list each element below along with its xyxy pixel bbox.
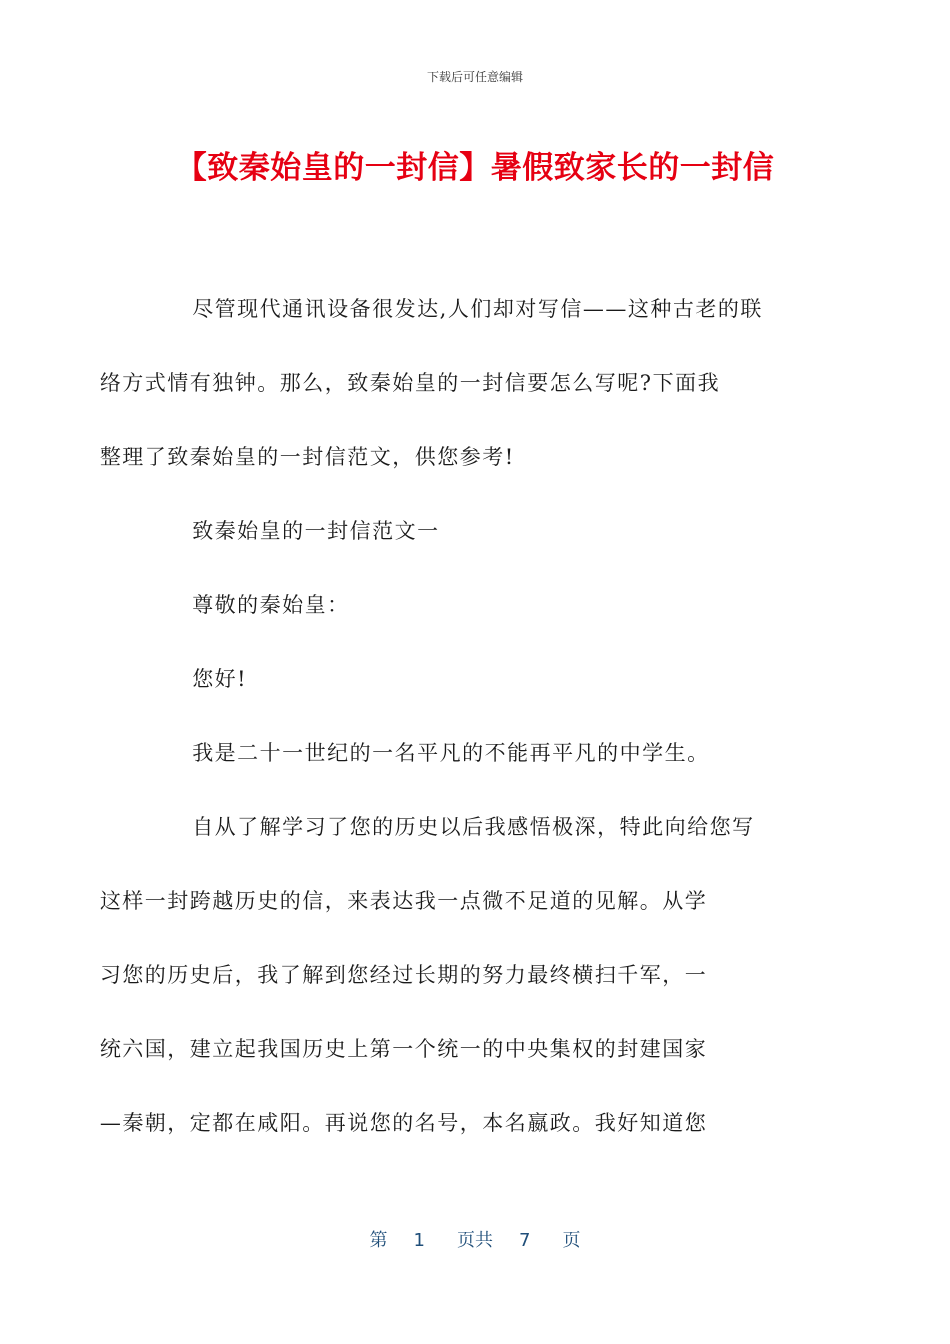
- text-line: 尊敬的秦始皇：: [192, 593, 350, 617]
- text-line: 习您的历史后，我了解到您经过长期的努力最终横扫千军，一: [99, 963, 708, 987]
- text-line: 自从了解学习了您的历史以后我感悟极深，特此向给您写: [192, 815, 755, 839]
- paragraph-greeting: [146, 642, 806, 716]
- page-label-mid: 页共: [457, 1230, 493, 1251]
- paragraph-self-intro: [146, 716, 806, 790]
- current-page-number: 1: [413, 1230, 425, 1251]
- text-line: —秦朝，定都在咸阳。再说您的名号，本名嬴政。我好知道您: [99, 1111, 708, 1135]
- text-line: 这样一封跨越历史的信，来表达我一点微不足道的见解。从学: [99, 889, 708, 913]
- text-line: 致秦始皇的一封信范文一: [192, 519, 440, 543]
- paragraph-body: [99, 790, 806, 1160]
- text-line: 统六国，建立起我国历史上第一个统一的中央集权的封建国家: [99, 1037, 708, 1061]
- total-pages-number: 7: [519, 1230, 531, 1251]
- paragraph-intro: [99, 272, 806, 494]
- text-line: 整理了致秦始皇的一封信范文，供您参考!: [99, 445, 515, 469]
- text-line: 尽管现代通讯设备很发达,人们却对写信——这种古老的联: [192, 297, 763, 321]
- text-line: 您好!: [192, 667, 248, 691]
- paragraph-salutation: [146, 568, 806, 642]
- document-body: [99, 272, 806, 1160]
- page-footer: [0, 1226, 950, 1252]
- text-line: 我是二十一世纪的一名平凡的不能再平凡的中学生。: [192, 741, 710, 765]
- text-line: 络方式情有独钟。那么，致秦始皇的一封信要怎么写呢?下面我: [99, 371, 721, 395]
- page-label-prefix: 第: [369, 1230, 388, 1251]
- document-title: 【致秦始皇的一封信】暑假致家长的一封信: [175, 150, 775, 186]
- paragraph-section-heading: [146, 494, 806, 568]
- page-label-suffix: 页: [562, 1230, 581, 1251]
- header-note: 下载后可任意编辑: [426, 70, 523, 84]
